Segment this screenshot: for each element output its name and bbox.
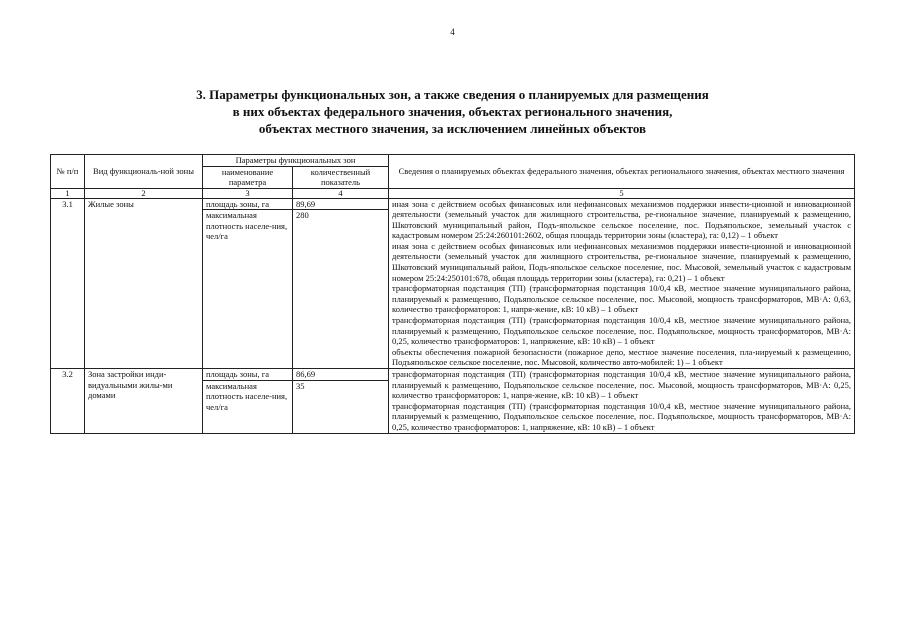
column-number: 5 xyxy=(389,188,855,198)
object-entry: объекты обеспечения пожарной безопасности (пожарное депо, местное значение поселения, пла-нируемый к размещению, Подъяпольское сельское поселение, пос. Мысовой, количество авто-мобилей: 1) – 1 объект xyxy=(392,346,852,368)
param-value: 280 xyxy=(293,210,389,369)
table-header-row xyxy=(51,155,855,167)
row-number: 3.2 xyxy=(51,369,85,434)
header-col-objects: Сведения о планируемых объектах федерального значения, объектах регионального значения, объектах местного значения xyxy=(389,155,855,189)
column-number: 1 xyxy=(51,188,85,198)
param-name: площадь зоны, га xyxy=(203,198,293,210)
param-value: 89,69 xyxy=(293,198,389,210)
param-value: 86,69 xyxy=(293,369,389,381)
page-number: 4 xyxy=(450,27,455,37)
functional-zones-table xyxy=(50,154,855,434)
object-entry: трансформаторная подстанция (ТП) (трансформаторная подстанция 10/0,4 кВ, местное значение муниципального района, планируемый к размещению, Подъяпольское сельское поселение, пос. Мысовой, мощность трансформаторов, МВ·А: 0,63, количество трансформаторов: 1, напря-жение, кВ: 10 кВ) – 1 объект xyxy=(392,283,852,315)
column-number: 3 xyxy=(203,188,293,198)
column-number: 4 xyxy=(293,188,389,198)
planned-objects xyxy=(389,198,855,369)
header-col-zone: Вид функциональ-ной зоны xyxy=(85,155,203,189)
header-col-params: Параметры функциональных зон xyxy=(203,155,389,167)
object-entry: иная зона с действием особых финансовых или нефинансовых механизмов поддержки инвести-ционной и инновационной деятельности (земельный участок для жилищного строительства, ре-гиональное значение, планируемый к размещению, Шкотовский муниципальный район, Подъ-япольское сельское поселение, пос. Мысовой, земельный участок с кадастровым номером 25:24:250101:678, общая площадь территории зоны (кластера), га: 0,21) – 1 объект xyxy=(392,240,852,283)
table-row xyxy=(51,369,855,381)
row-number: 3.1 xyxy=(51,198,85,369)
param-name: максимальная плотность населе-ния, чел/га xyxy=(203,210,293,369)
table-row xyxy=(51,198,855,210)
object-entry: иная зона с действием особых финансовых или нефинансовых механизмов поддержки инвести-ционной и инновационной деятельности (земельный участок для жилищного строительства, ре-гиональное значение, планируемый к размещению, Шкотовский муниципальный район, Подъ-япольское сельское поселение, пос. Подъяпольское, земельный участок с кадастровым номером 25:24:260101:2602, общая площадь территории зоны (кластера), га: 0,12) – 1 объект xyxy=(392,198,852,241)
column-number: 2 xyxy=(85,188,203,198)
zone-name: Жилые зоны xyxy=(85,198,203,369)
title-line-2: в них объектах федерального значения, объектах регионального значения, xyxy=(232,104,673,119)
header-param-name: наименование параметра xyxy=(203,166,293,188)
object-entry: трансформаторная подстанция (ТП) (трансформаторная подстанция 10/0,4 кВ, местное значение муниципального района, планируемый к размещению, Подъяпольское сельское поселение, пос. Мысовой, мощность трансформаторов, МВ·А: 0,25, количество трансформаторов: 1, напря-жение, кВ: 10 кВ) – 1 объект xyxy=(392,369,852,401)
planned-objects xyxy=(389,369,855,434)
param-name: максимальная плотность населе-ния, чел/га xyxy=(203,380,293,433)
section-title xyxy=(80,86,825,137)
header-col-num: № п/п xyxy=(51,155,85,189)
param-value: 35 xyxy=(293,380,389,433)
object-entry: трансформаторная подстанция (ТП) (трансформаторная подстанция 10/0,4 кВ, местное значение муниципального района, планируемый к размещению, Подъяпольское сельское поселение, пос. Подъяпольское, мощность трансформаторов, МВ·А: 0,25, количество трансформаторов: 1, напряжение, кВ: 10 кВ) – 1 объект xyxy=(392,400,852,432)
title-line-1: 3. Параметры функциональных зон, а также сведения о планируемых для размещения xyxy=(196,87,709,102)
object-entry: трансформаторная подстанция (ТП) (трансформаторная подстанция 10/0,4 кВ, местное значение муниципального района, планируемый к размещению, Подъяпольское сельское поселение, пос. Подъяпольское, мощность трансформаторов, МВ·А: 0,25, количество трансформаторов: 1, напряжение, кВ: 10 кВ) – 1 объект xyxy=(392,315,852,347)
zone-name: Зона застройки инди-видуальными жилы-ми домами xyxy=(85,369,203,434)
param-name: площадь зоны, га xyxy=(203,369,293,381)
title-line-3: объектах местного значения, за исключением линейных объектов xyxy=(258,121,647,136)
column-numbers-row xyxy=(51,188,855,198)
header-param-value: количественный показатель xyxy=(293,166,389,188)
